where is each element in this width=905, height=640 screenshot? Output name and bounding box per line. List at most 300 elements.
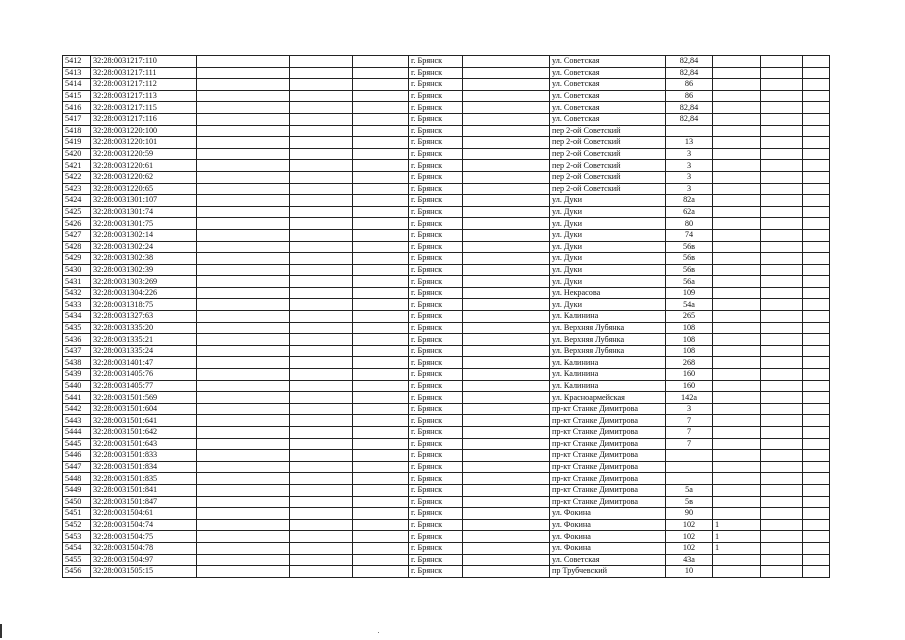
empty-cell (803, 450, 830, 462)
house-number: 7 (666, 438, 713, 450)
empty-cell (803, 137, 830, 149)
city: г. Брянск (409, 218, 463, 230)
flag-value (713, 218, 761, 230)
flag-value (713, 403, 761, 415)
empty-cell (463, 195, 550, 207)
street: ул. Советская (550, 113, 666, 125)
flag-value (713, 229, 761, 241)
empty-cell (463, 519, 550, 531)
empty-cell (463, 496, 550, 508)
city: г. Брянск (409, 369, 463, 381)
empty-cell (463, 160, 550, 172)
empty-cell (761, 102, 803, 114)
city: г. Брянск (409, 276, 463, 288)
empty-cell (463, 345, 550, 357)
table-row (63, 241, 830, 253)
empty-cell (197, 461, 290, 473)
empty-cell (463, 438, 550, 450)
empty-cell (290, 287, 353, 299)
row-number: 5416 (63, 102, 91, 114)
flag-value (713, 322, 761, 334)
flag-value (713, 299, 761, 311)
empty-cell (803, 241, 830, 253)
city: г. Брянск (409, 415, 463, 427)
empty-cell (353, 450, 409, 462)
empty-cell (761, 195, 803, 207)
empty-cell (463, 102, 550, 114)
empty-cell (803, 264, 830, 276)
empty-cell (803, 554, 830, 566)
empty-cell (353, 415, 409, 427)
empty-cell (803, 102, 830, 114)
empty-cell (463, 218, 550, 230)
empty-cell (290, 113, 353, 125)
empty-cell (761, 264, 803, 276)
flag-value (713, 148, 761, 160)
street: пр Трубчевский (550, 566, 666, 578)
street: ул. Фокина (550, 542, 666, 554)
house-number: 265 (666, 311, 713, 323)
street: ул. Дуки (550, 229, 666, 241)
empty-cell (463, 311, 550, 323)
empty-cell (463, 299, 550, 311)
street: ул. Дуки (550, 206, 666, 218)
empty-cell (761, 125, 803, 137)
empty-cell (761, 334, 803, 346)
cadastral-number: 32:28:0031327:63 (91, 311, 197, 323)
empty-cell (761, 461, 803, 473)
empty-cell (761, 357, 803, 369)
empty-cell (290, 554, 353, 566)
empty-cell (290, 206, 353, 218)
empty-cell (803, 461, 830, 473)
house-number: 3 (666, 171, 713, 183)
table-row (63, 496, 830, 508)
empty-cell (290, 392, 353, 404)
empty-cell (353, 137, 409, 149)
empty-cell (290, 484, 353, 496)
flag-value (713, 427, 761, 439)
empty-cell (463, 484, 550, 496)
table-row (63, 380, 830, 392)
table-row (63, 542, 830, 554)
empty-cell (290, 241, 353, 253)
house-number: 108 (666, 334, 713, 346)
cadastral-number: 32:28:0031501:569 (91, 392, 197, 404)
city: г. Брянск (409, 113, 463, 125)
table-row (63, 461, 830, 473)
flag-value (713, 496, 761, 508)
street: пр-кт Станке Димитрова (550, 484, 666, 496)
empty-cell (290, 473, 353, 485)
city: г. Брянск (409, 334, 463, 346)
table-row (63, 438, 830, 450)
cadastral-number: 32:28:0031335:24 (91, 345, 197, 357)
empty-cell (761, 415, 803, 427)
empty-cell (761, 496, 803, 508)
empty-cell (761, 311, 803, 323)
table-row (63, 473, 830, 485)
empty-cell (803, 566, 830, 578)
city: г. Брянск (409, 206, 463, 218)
empty-cell (803, 322, 830, 334)
table-row (63, 369, 830, 381)
cadastral-number: 32:28:0031220:65 (91, 183, 197, 195)
cadastral-number: 32:28:0031505:15 (91, 566, 197, 578)
empty-cell (353, 253, 409, 265)
empty-cell (290, 264, 353, 276)
empty-cell (463, 427, 550, 439)
table-row (63, 67, 830, 79)
street: ул. Калинина (550, 357, 666, 369)
empty-cell (803, 299, 830, 311)
city: г. Брянск (409, 542, 463, 554)
empty-cell (290, 148, 353, 160)
flag-value (713, 484, 761, 496)
row-number: 5435 (63, 322, 91, 334)
row-number: 5439 (63, 369, 91, 381)
empty-cell (197, 67, 290, 79)
empty-cell (761, 322, 803, 334)
city: г. Брянск (409, 137, 463, 149)
cadastral-number: 32:28:0031501:643 (91, 438, 197, 450)
table-row (63, 392, 830, 404)
empty-cell (803, 229, 830, 241)
empty-cell (290, 67, 353, 79)
table-row (63, 113, 830, 125)
cadastral-number: 32:28:0031335:21 (91, 334, 197, 346)
row-number: 5426 (63, 218, 91, 230)
table-row (63, 137, 830, 149)
row-number: 5448 (63, 473, 91, 485)
empty-cell (353, 287, 409, 299)
row-number: 5444 (63, 427, 91, 439)
row-number: 5450 (63, 496, 91, 508)
house-number (666, 461, 713, 473)
empty-cell (803, 79, 830, 91)
empty-cell (463, 380, 550, 392)
empty-cell (803, 369, 830, 381)
empty-cell (353, 438, 409, 450)
street: ул. Калинина (550, 380, 666, 392)
empty-cell (463, 450, 550, 462)
row-number: 5436 (63, 334, 91, 346)
flag-value (713, 276, 761, 288)
empty-cell (290, 461, 353, 473)
row-number: 5431 (63, 276, 91, 288)
city: г. Брянск (409, 380, 463, 392)
row-number: 5413 (63, 67, 91, 79)
house-number: 5а (666, 484, 713, 496)
empty-cell (290, 299, 353, 311)
row-number: 5451 (63, 508, 91, 520)
house-number (666, 473, 713, 485)
empty-cell (761, 229, 803, 241)
empty-cell (197, 125, 290, 137)
table-row (63, 195, 830, 207)
house-number: 102 (666, 531, 713, 543)
empty-cell (803, 484, 830, 496)
cadastral-number: 32:28:0031405:76 (91, 369, 197, 381)
flag-value (713, 79, 761, 91)
empty-cell (353, 380, 409, 392)
flag-value (713, 311, 761, 323)
city: г. Брянск (409, 56, 463, 68)
city: г. Брянск (409, 67, 463, 79)
empty-cell (197, 206, 290, 218)
empty-cell (761, 276, 803, 288)
empty-cell (290, 531, 353, 543)
table-row (63, 334, 830, 346)
empty-cell (353, 392, 409, 404)
flag-value: 1 (713, 542, 761, 554)
house-number: 56а (666, 276, 713, 288)
empty-cell (290, 334, 353, 346)
flag-value (713, 415, 761, 427)
house-number: 3 (666, 403, 713, 415)
empty-cell (761, 427, 803, 439)
table-row (63, 287, 830, 299)
row-number: 5442 (63, 403, 91, 415)
house-number: 56в (666, 253, 713, 265)
empty-cell (463, 253, 550, 265)
row-number: 5433 (63, 299, 91, 311)
empty-cell (463, 369, 550, 381)
empty-cell (761, 473, 803, 485)
house-number: 160 (666, 380, 713, 392)
city: г. Брянск (409, 125, 463, 137)
empty-cell (463, 403, 550, 415)
cadastral-number: 32:28:0031217:111 (91, 67, 197, 79)
empty-cell (761, 392, 803, 404)
empty-cell (197, 392, 290, 404)
city: г. Брянск (409, 229, 463, 241)
empty-cell (353, 160, 409, 172)
city: г. Брянск (409, 253, 463, 265)
empty-cell (761, 299, 803, 311)
empty-cell (290, 79, 353, 91)
empty-cell (761, 403, 803, 415)
cadastral-number: 32:28:0031318:75 (91, 299, 197, 311)
table-row (63, 160, 830, 172)
empty-cell (761, 90, 803, 102)
empty-cell (761, 160, 803, 172)
row-number: 5432 (63, 287, 91, 299)
house-number: 13 (666, 137, 713, 149)
street: пр-кт Станке Димитрова (550, 427, 666, 439)
empty-cell (197, 415, 290, 427)
empty-cell (290, 218, 353, 230)
house-number: 54а (666, 299, 713, 311)
empty-cell (290, 311, 353, 323)
empty-cell (803, 90, 830, 102)
cadastral-number: 32:28:0031504:75 (91, 531, 197, 543)
house-number: 3 (666, 148, 713, 160)
city: г. Брянск (409, 264, 463, 276)
flag-value (713, 461, 761, 473)
row-number: 5443 (63, 415, 91, 427)
empty-cell (463, 264, 550, 276)
empty-cell (803, 183, 830, 195)
street: пр-кт Станке Димитрова (550, 450, 666, 462)
empty-cell (761, 183, 803, 195)
empty-cell (353, 229, 409, 241)
empty-cell (803, 287, 830, 299)
empty-cell (463, 183, 550, 195)
row-number: 5445 (63, 438, 91, 450)
empty-cell (197, 148, 290, 160)
empty-cell (463, 229, 550, 241)
empty-cell (761, 137, 803, 149)
empty-cell (761, 206, 803, 218)
cadastral-number: 32:28:0031401:47 (91, 357, 197, 369)
table-row (63, 79, 830, 91)
empty-cell (353, 171, 409, 183)
flag-value (713, 287, 761, 299)
empty-cell (803, 496, 830, 508)
house-number: 108 (666, 345, 713, 357)
city: г. Брянск (409, 148, 463, 160)
flag-value (713, 171, 761, 183)
empty-cell (353, 519, 409, 531)
table-row (63, 183, 830, 195)
empty-cell (803, 473, 830, 485)
empty-cell (353, 554, 409, 566)
row-number: 5420 (63, 148, 91, 160)
empty-cell (197, 450, 290, 462)
row-number: 5437 (63, 345, 91, 357)
empty-cell (197, 137, 290, 149)
house-number: 108 (666, 322, 713, 334)
flag-value (713, 183, 761, 195)
empty-cell (290, 183, 353, 195)
cadastral-number: 32:28:0031220:100 (91, 125, 197, 137)
flag-value (713, 137, 761, 149)
table-row (63, 531, 830, 543)
cadastral-number: 32:28:0031217:110 (91, 56, 197, 68)
table-row (63, 56, 830, 68)
row-number: 5421 (63, 160, 91, 172)
city: г. Брянск (409, 438, 463, 450)
empty-cell (353, 113, 409, 125)
empty-cell (463, 334, 550, 346)
empty-cell (761, 287, 803, 299)
row-number: 5434 (63, 311, 91, 323)
table-row (63, 218, 830, 230)
row-number: 5453 (63, 531, 91, 543)
empty-cell (290, 438, 353, 450)
empty-cell (803, 125, 830, 137)
city: г. Брянск (409, 102, 463, 114)
row-number: 5423 (63, 183, 91, 195)
empty-cell (761, 148, 803, 160)
house-number: 5в (666, 496, 713, 508)
empty-cell (463, 90, 550, 102)
empty-cell (353, 56, 409, 68)
house-number: 82,84 (666, 102, 713, 114)
city: г. Брянск (409, 241, 463, 253)
empty-cell (353, 299, 409, 311)
cadastral-number: 32:28:0031501:641 (91, 415, 197, 427)
flag-value (713, 450, 761, 462)
empty-cell (803, 171, 830, 183)
house-number (666, 125, 713, 137)
cadastral-number: 32:28:0031504:61 (91, 508, 197, 520)
city: г. Брянск (409, 299, 463, 311)
street: пр-кт Станке Димитрова (550, 438, 666, 450)
empty-cell (197, 183, 290, 195)
empty-cell (290, 369, 353, 381)
empty-cell (463, 566, 550, 578)
table-row (63, 264, 830, 276)
empty-cell (463, 392, 550, 404)
empty-cell (197, 311, 290, 323)
empty-cell (463, 287, 550, 299)
street: пер 2-ой Советский (550, 183, 666, 195)
street: ул. Дуки (550, 241, 666, 253)
empty-cell (290, 160, 353, 172)
house-number: 82,84 (666, 113, 713, 125)
empty-cell (353, 206, 409, 218)
house-number: 80 (666, 218, 713, 230)
empty-cell (761, 56, 803, 68)
street: пр-кт Станке Димитрова (550, 473, 666, 485)
cadastral-number: 32:28:0031220:101 (91, 137, 197, 149)
empty-cell (197, 542, 290, 554)
empty-cell (353, 218, 409, 230)
table-row (63, 519, 830, 531)
cadastral-number: 32:28:0031501:642 (91, 427, 197, 439)
street: ул. Дуки (550, 299, 666, 311)
flag-value (713, 113, 761, 125)
empty-cell (463, 171, 550, 183)
empty-cell (761, 450, 803, 462)
cadastral-number: 32:28:0031302:39 (91, 264, 197, 276)
empty-cell (761, 241, 803, 253)
street: пр-кт Станке Димитрова (550, 415, 666, 427)
empty-cell (353, 403, 409, 415)
empty-cell (803, 148, 830, 160)
empty-cell (197, 56, 290, 68)
empty-cell (761, 566, 803, 578)
empty-cell (353, 542, 409, 554)
table-row (63, 554, 830, 566)
cadastral-number: 32:28:0031217:115 (91, 102, 197, 114)
empty-cell (197, 345, 290, 357)
flag-value (713, 554, 761, 566)
house-number: 86 (666, 90, 713, 102)
empty-cell (761, 531, 803, 543)
empty-cell (353, 148, 409, 160)
street: пер 2-ой Советский (550, 125, 666, 137)
empty-cell (803, 195, 830, 207)
street: ул. Дуки (550, 276, 666, 288)
street: ул. Советская (550, 67, 666, 79)
street: ул. Фокина (550, 531, 666, 543)
flag-value (713, 125, 761, 137)
street: пр-кт Станке Димитрова (550, 403, 666, 415)
flag-value (713, 566, 761, 578)
empty-cell (803, 357, 830, 369)
empty-cell (761, 345, 803, 357)
empty-cell (803, 438, 830, 450)
city: г. Брянск (409, 554, 463, 566)
row-number: 5418 (63, 125, 91, 137)
city: г. Брянск (409, 508, 463, 520)
flag-value (713, 206, 761, 218)
empty-cell (463, 241, 550, 253)
house-number: 56в (666, 264, 713, 276)
